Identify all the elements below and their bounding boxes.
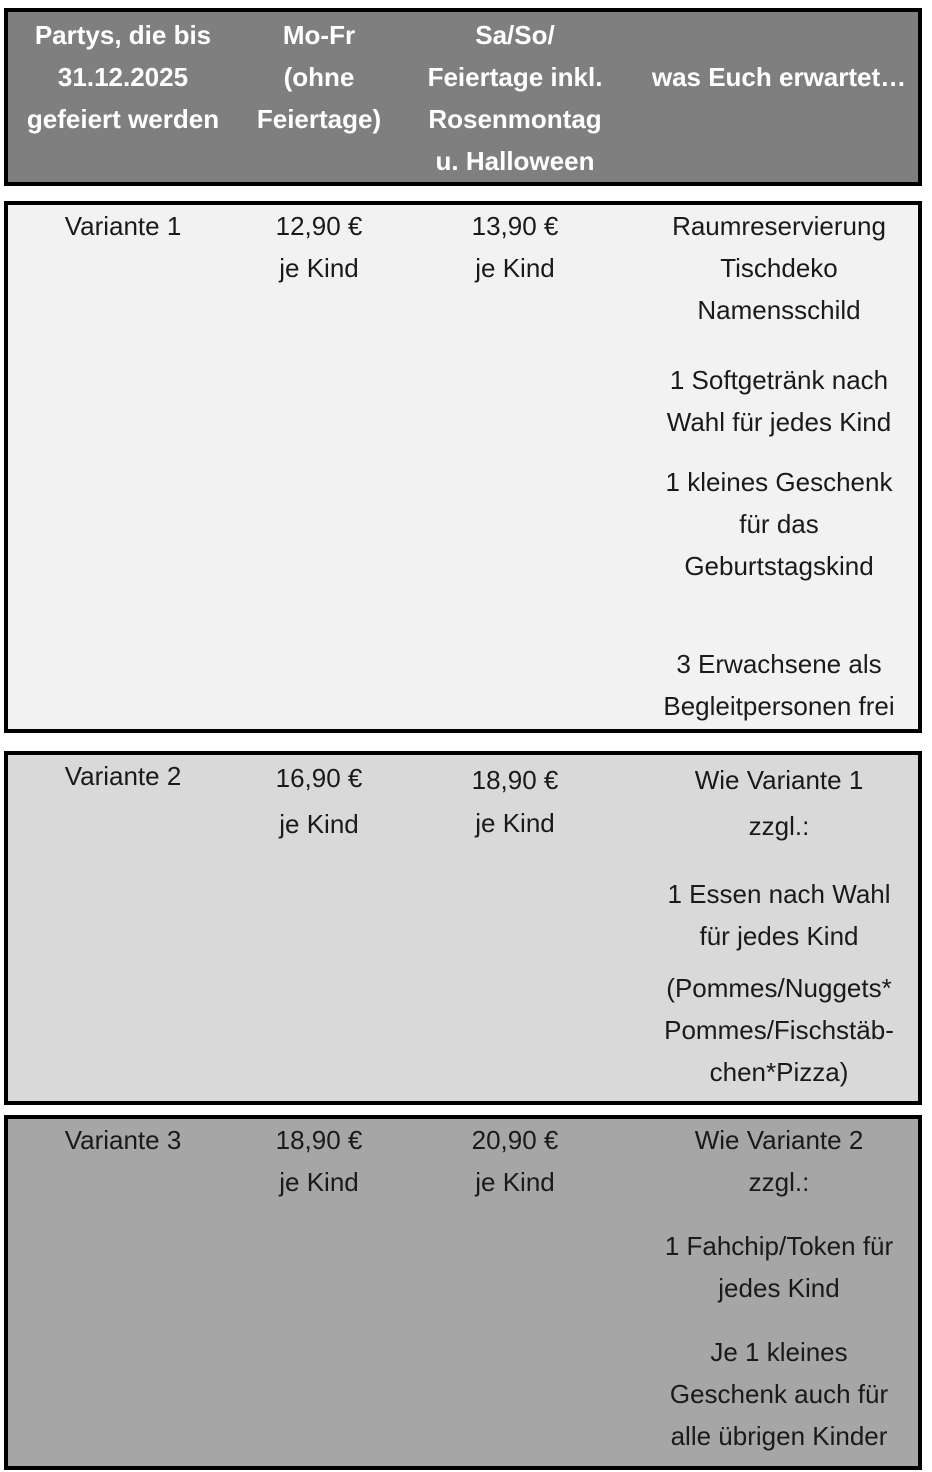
price-unit: je Kind bbox=[475, 1167, 555, 1197]
feature-item bbox=[640, 1331, 918, 1457]
header-text: Feiertage inkl. bbox=[427, 62, 603, 92]
weekend-price bbox=[408, 759, 622, 845]
price-unit: je Kind bbox=[279, 809, 359, 839]
feature-text: 1 Essen nach Wahl bbox=[667, 879, 891, 909]
header-party-date bbox=[12, 14, 234, 140]
feature-text: jedes Kind bbox=[718, 1273, 840, 1303]
variant-row-3 bbox=[4, 1115, 922, 1470]
feature-item bbox=[640, 359, 918, 443]
price-value: 18,90 € bbox=[275, 1125, 363, 1155]
price-unit: je Kind bbox=[279, 1167, 359, 1197]
feature-text: Begleitpersonen frei bbox=[663, 691, 895, 721]
price-unit: je Kind bbox=[279, 253, 359, 283]
variant-name: Variante 2 bbox=[64, 761, 182, 791]
feature-text: Wie Variante 2 bbox=[694, 1125, 864, 1155]
price-value: 20,90 € bbox=[471, 1125, 559, 1155]
weekday-price bbox=[244, 1119, 394, 1203]
feature-text: Geburtstagskind bbox=[684, 551, 874, 581]
feature-item bbox=[640, 1119, 918, 1203]
header-weekday bbox=[244, 14, 394, 140]
header-text: Partys, die bis bbox=[34, 20, 212, 50]
feature-list bbox=[640, 755, 918, 1097]
header-text: Mo-Fr bbox=[282, 20, 356, 50]
feature-item bbox=[640, 643, 918, 727]
price-value: 16,90 € bbox=[275, 763, 363, 793]
feature-text: 3 Erwachsene als bbox=[676, 649, 882, 679]
header-text: (ohne bbox=[283, 62, 355, 92]
header-text: Feiertage) bbox=[256, 104, 382, 134]
price-unit: je Kind bbox=[475, 808, 555, 838]
feature-item bbox=[640, 757, 918, 849]
feature-text: Pommes/Fischstäb- bbox=[664, 1015, 894, 1045]
variant-row-1 bbox=[4, 201, 922, 733]
feature-text: zzgl.: bbox=[748, 811, 810, 841]
feature-text: für jedes Kind bbox=[699, 921, 859, 951]
price-value: 18,90 € bbox=[471, 765, 559, 795]
feature-text: 1 Softgetränk nach bbox=[669, 365, 889, 395]
feature-text: Wie Variante 1 bbox=[694, 765, 864, 795]
header-text: Sa/So/ bbox=[475, 20, 555, 50]
table-header bbox=[4, 8, 922, 186]
weekday-price bbox=[244, 205, 394, 289]
feature-item bbox=[640, 873, 918, 957]
feature-text: Geschenk auch für bbox=[669, 1379, 889, 1409]
feature-text: für das bbox=[739, 509, 819, 539]
variant-row-2 bbox=[4, 751, 922, 1105]
feature-item bbox=[640, 461, 918, 587]
price-unit: je Kind bbox=[475, 253, 555, 283]
feature-text: Je 1 kleines bbox=[710, 1337, 848, 1367]
feature-text: zzgl.: bbox=[748, 1167, 810, 1197]
header-text: gefeiert werden bbox=[26, 104, 220, 134]
feature-text: (Pommes/Nuggets* bbox=[666, 973, 892, 1003]
variant-name: Variante 3 bbox=[64, 1125, 182, 1155]
feature-text: Raumreservierung bbox=[672, 211, 886, 241]
feature-item bbox=[640, 967, 918, 1093]
header-expectations bbox=[640, 56, 918, 98]
header-text: Rosenmontag bbox=[428, 104, 602, 134]
feature-text: Wahl für jedes Kind bbox=[666, 407, 892, 437]
price-value: 13,90 € bbox=[471, 211, 559, 241]
feature-text: alle übrigen Kinder bbox=[670, 1421, 888, 1451]
feature-item bbox=[640, 205, 918, 331]
header-text: u. Halloween bbox=[435, 146, 595, 176]
feature-text: Tischdeko bbox=[720, 253, 838, 283]
feature-list bbox=[640, 205, 918, 725]
feature-list bbox=[640, 1119, 918, 1462]
feature-text: chen*Pizza) bbox=[709, 1057, 849, 1087]
feature-text: 1 Fahchip/Token für bbox=[664, 1231, 894, 1261]
header-weekend bbox=[408, 14, 622, 182]
feature-text: 1 kleines Geschenk bbox=[665, 467, 893, 497]
price-value: 12,90 € bbox=[275, 211, 363, 241]
feature-item bbox=[640, 1225, 918, 1309]
header-text: 31.12.2025 bbox=[57, 62, 189, 92]
weekday-price bbox=[244, 755, 394, 847]
weekend-price bbox=[408, 1119, 622, 1203]
feature-text: Namensschild bbox=[697, 295, 861, 325]
variant-name: Variante 1 bbox=[64, 211, 182, 241]
weekend-price bbox=[408, 205, 622, 289]
header-text: was Euch erwartet… bbox=[651, 62, 907, 92]
